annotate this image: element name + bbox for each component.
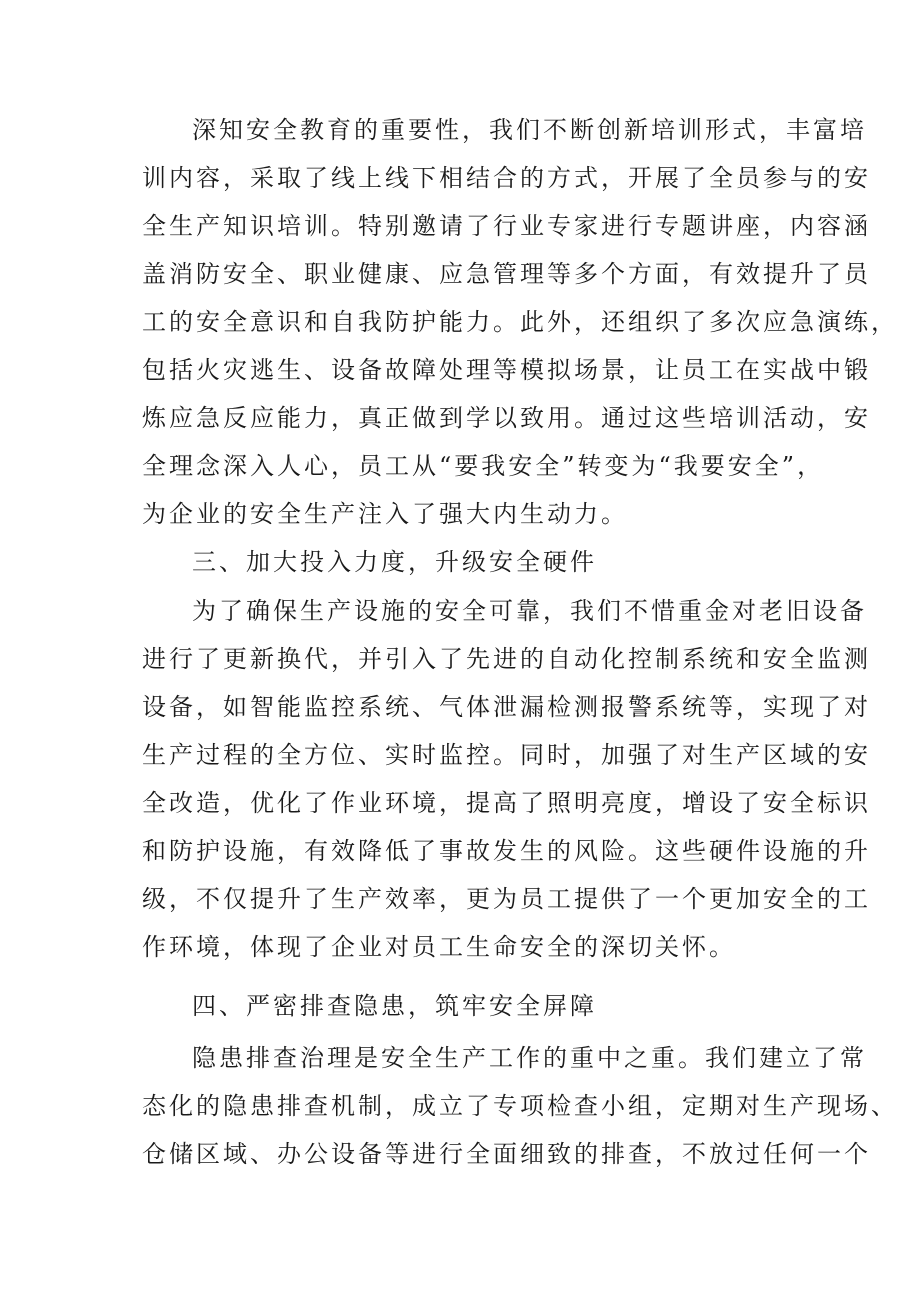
text-line: 深知安全教育的重要性，我们不断创新培训形式，丰富培 (192, 116, 867, 144)
text-line: 包括火灾逃生、设备故障处理等模拟场景，让员工在实战中锻 (142, 356, 871, 384)
section-heading-four (142, 982, 782, 1030)
text-line: 全生产知识培训。特别邀请了行业专家进行专题讲座，内容涵 (142, 212, 871, 240)
paragraph-safety-hardware (142, 587, 871, 971)
text-line: 仓储区域、办公设备等进行全面细致的排查，不放过任何一个 (142, 1140, 871, 1168)
text-line: 设备，如智能监控系统、气体泄漏检测报警系统等，实现了对 (142, 693, 871, 721)
paragraph-safety-education (142, 106, 898, 538)
section-title: 三、加大投入力度，升级安全硬件 (192, 548, 597, 576)
text-line: 为了确保生产设施的安全可靠，我们不惜重金对老旧设备 (192, 597, 867, 625)
text-line: 和防护设施，有效降低了事故发生的风险。这些硬件设施的升 (142, 837, 871, 865)
text-line: 炼应急反应能力，真正做到学以致用。通过这些培训活动，安 (142, 404, 871, 432)
text-line: 全理念深入人心，员工从“要我安全”转变为“我要安全”， (142, 452, 825, 480)
text-line: 盖消防安全、职业健康、应急管理等多个方面，有效提升了员 (142, 260, 871, 288)
text-line: 态化的隐患排查机制，成立了专项检查小组，定期对生产现场、 (142, 1092, 898, 1120)
text-line: 隐患排查治理是安全生产工作的重中之重。我们建立了常 (192, 1044, 867, 1072)
text-line: 为企业的安全生产注入了强大内生动力。 (142, 500, 628, 528)
text-line: 工的安全意识和自我防护能力。此外，还组织了多次应急演练， (142, 308, 898, 336)
text-line: 作环境，体现了企业对员工生命安全的深切关怀。 (142, 933, 736, 961)
text-line: 训内容，采取了线上线下相结合的方式，开展了全员参与的安 (142, 164, 871, 192)
text-line: 级，不仅提升了生产效率，更为员工提供了一个更加安全的工 (142, 885, 871, 913)
paragraph-hazard-inspection (142, 1034, 898, 1178)
section-title: 四、严密排查隐患，筑牢安全屏障 (192, 992, 597, 1020)
text-line: 生产过程的全方位、实时监控。同时，加强了对生产区域的安 (142, 741, 871, 769)
text-line: 进行了更新换代，并引入了先进的自动化控制系统和安全监测 (142, 645, 871, 673)
text-line: 全改造，优化了作业环境，提高了照明亮度，增设了安全标识 (142, 789, 871, 817)
section-heading-three (142, 538, 782, 586)
